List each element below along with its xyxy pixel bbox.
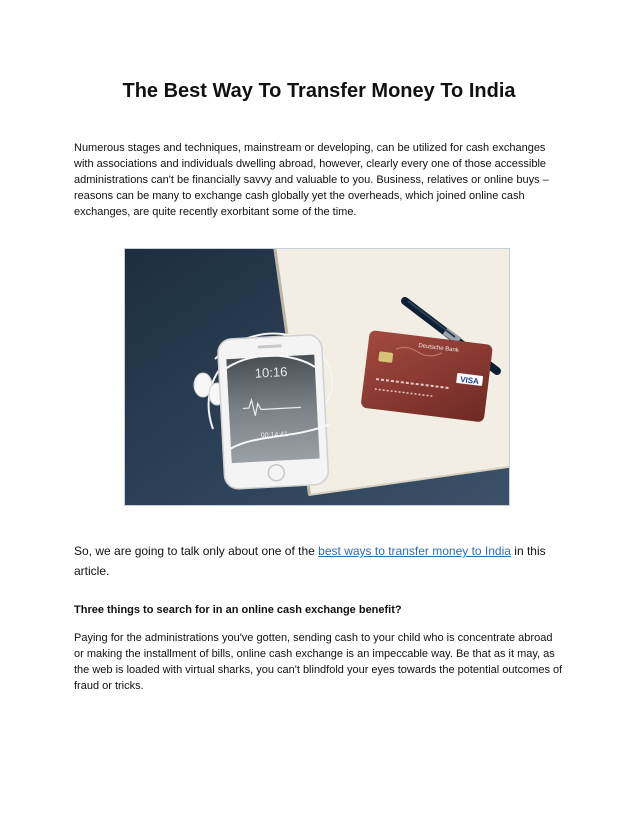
body-paragraph: Paying for the administrations you've gotten, sending cash to your child who is concentrate abroad or making the installment of bills, online cash exchange is an impeccable way. Be that as it may, as the web is loaded with virtual sharks, you can't blindfold your eyes towards the potential outcomes of fraud or tricks.	[74, 632, 563, 692]
article-text-after: in this article.	[74, 544, 546, 578]
smartphone	[217, 334, 329, 489]
card-brand: VISA	[459, 374, 480, 387]
phone-time: 10:16	[254, 364, 288, 381]
card-bank: Deutsche Bank	[417, 343, 460, 354]
section-heading: Three things to search for in an online cash exchange benefit?	[74, 604, 402, 616]
credit-card	[360, 330, 493, 423]
article-text-before: So, we are going to talk only about one of the	[74, 544, 319, 558]
article-intro-paragraph	[74, 541, 564, 581]
phone-timer: 00:14:41	[260, 431, 289, 440]
page-title: The Best Way To Transfer Money To India	[122, 80, 516, 102]
intro-paragraph: Numerous stages and techniques, mainstream or developing, can be utilized for cash exchanges with associations and individuals dwelling abroad, however, clearly every one of those accessible administrations can't be financially savvy and valuable to you. Business, relatives or online buys – reasons can be many to exchange cash globally yet the overheads, which joined online cash exchanges, are quite recently exorbitant some of the time.	[74, 142, 549, 218]
transfer-money-link[interactable]: best ways to transfer money to India	[318, 544, 511, 558]
phone-and-card-photo	[124, 248, 510, 506]
